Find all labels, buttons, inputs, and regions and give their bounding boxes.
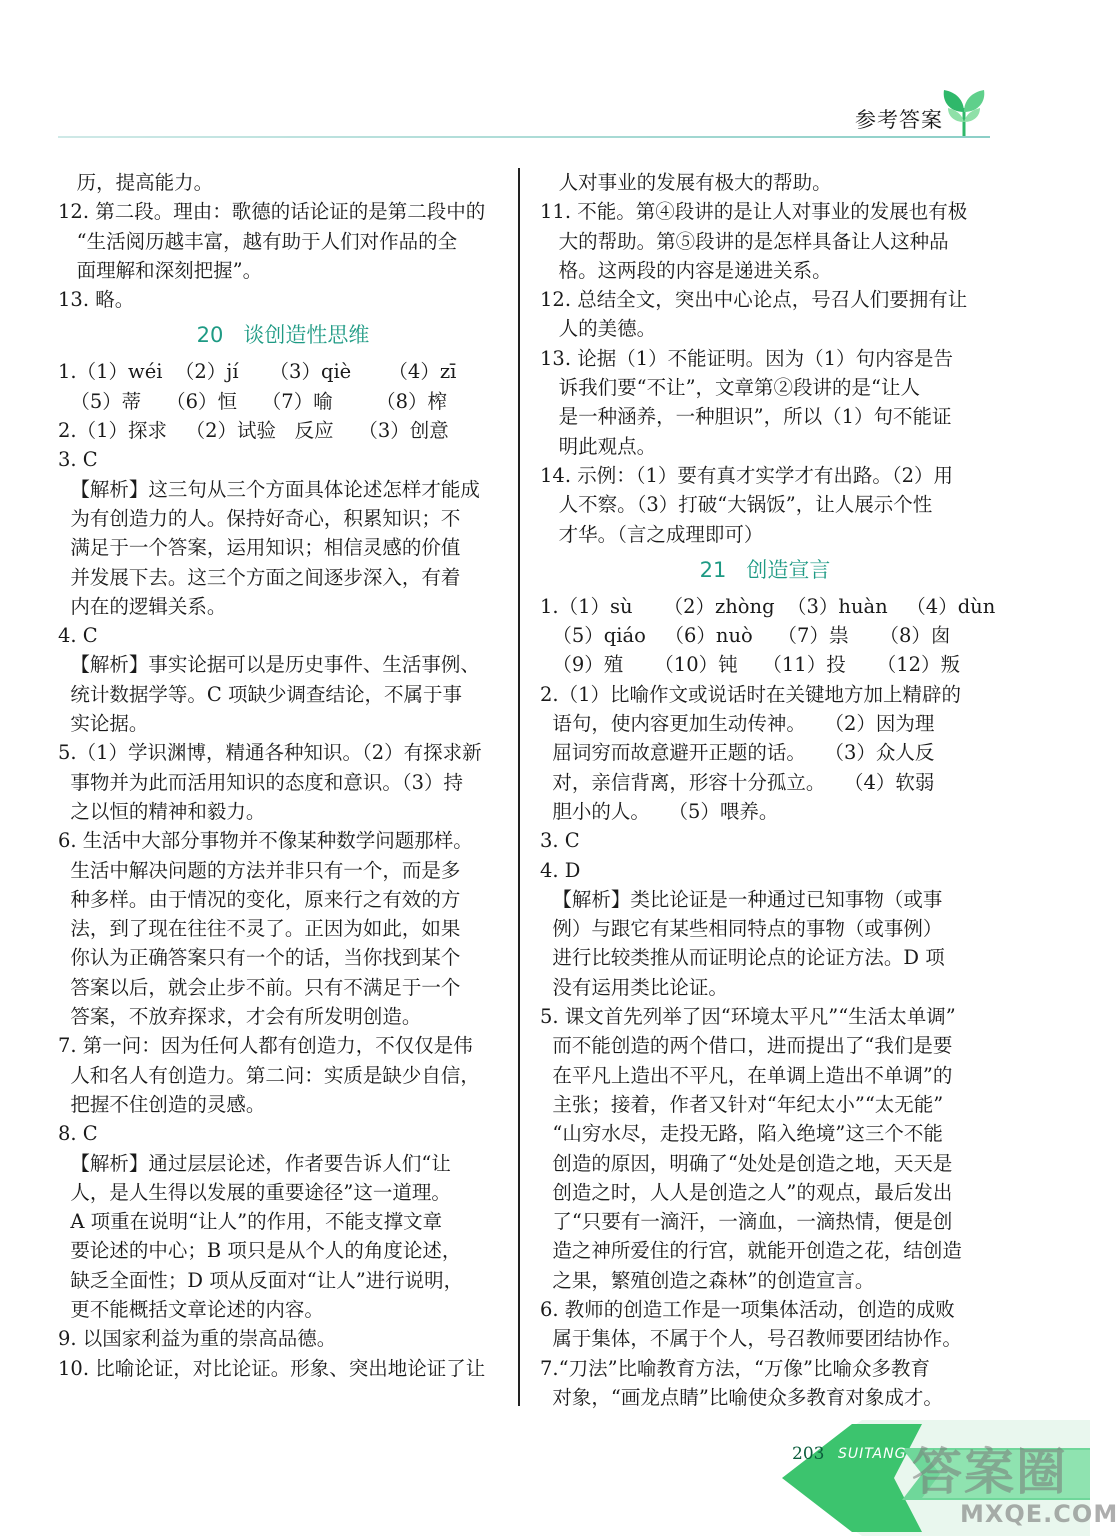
answer-line: 6. 教师的创造工作是一项集体活动，创造的成败	[540, 1297, 955, 1321]
answer-line: 人，是人生得以发展的重要途径”这一道理。	[58, 1180, 451, 1204]
answer-line: 要论述的中心；B 项只是从个人的角度论述，	[58, 1239, 462, 1263]
page-header-title: 参考答案	[855, 108, 943, 132]
answer-line: 创造之时，人人是创造之人”的观点，最后发出	[540, 1180, 953, 1204]
answer-line: 13. 论据（1）不能证明。因为（1）句内容是告	[540, 346, 954, 370]
answer-line: 面理解和深刻把握”。	[58, 258, 263, 282]
answer-line: 是一种涵养，一种胆识”，所以（1）句不能证	[540, 405, 952, 429]
answer-line: 4. C	[58, 624, 98, 648]
answer-line: 语句，使内容更加生动传神。 （2）因为理	[540, 712, 935, 736]
watermark-url: MXQE.COM	[960, 1500, 1118, 1528]
answer-line: 没有运用类比论证。	[540, 975, 728, 999]
answer-line: 【解析】事实论据可以是历史事件、生活事例、	[58, 653, 480, 677]
answer-line: 10. 比喻论证，对比论证。形象、突出地论证了让	[58, 1356, 486, 1380]
answer-line: 14. 示例：（1）要有真才实学才有出路。（2）用	[540, 463, 954, 487]
answer-line: 缺乏全面性；D 项从反面对“让人”进行说明，	[58, 1268, 464, 1292]
answer-line: 了“只要有一滴汗，一滴血，一滴热情，便是创	[540, 1210, 953, 1234]
answer-line: 把握不住创造的灵感。	[58, 1092, 266, 1116]
answer-line: 11. 不能。第④段讲的是让人对事业的发展也有极	[540, 200, 968, 224]
answer-line: 事物并为此而活用知识的态度和意识。（3）持	[58, 770, 464, 794]
answer-line: 属于集体，不属于个人，号召教师要团结协作。	[540, 1327, 962, 1351]
answer-line: 而不能创造的两个借口，进而提出了“我们是要	[540, 1034, 953, 1058]
answer-line: 人对事业的发展有极大的帮助。	[540, 171, 832, 194]
answer-line: 诉我们要“不让”，文章第②段讲的是“让人	[540, 376, 921, 400]
right-column	[540, 168, 996, 1412]
answer-line: 2.（1）探求 （2）试验 反应 （3）创意	[58, 419, 449, 443]
answer-line: 3. C	[540, 829, 580, 853]
answer-line: 6. 生活中大部分事物并不像某种数学问题那样。	[58, 829, 473, 853]
answer-line: 造之神所爱住的行宫，就能开创造之花，结创造	[540, 1239, 962, 1263]
answer-line: 8. C	[58, 1122, 98, 1146]
answer-line: 更不能概括文章论述的内容。	[58, 1297, 324, 1321]
answer-line: 满足于一个答案，运用知识；相信灵感的价值	[58, 536, 461, 560]
answer-line: 13. 略。	[58, 288, 135, 312]
answer-line: 1.（1）sù （2）zhòng （3）huàn （4）dùn	[540, 594, 996, 618]
answer-line: 之果，繁殖创造之森林”的创造宣言。	[540, 1268, 875, 1292]
header-rule	[58, 136, 990, 138]
answer-line: 12. 总结全文，突出中心论点，号召人们要拥有让	[540, 288, 968, 312]
answer-line: 种多样。由于情况的变化，原来行之有效的方	[58, 887, 461, 911]
answer-line: “山穷水尽，走投无路，陷入绝境”这三个不能	[540, 1122, 943, 1146]
answer-line: （9）殖 （10）钝 （11）投 （12）叛	[540, 653, 961, 677]
answer-line: 答案以后，就会止步不前。只有不满足于一个	[58, 975, 461, 999]
answer-line: 【解析】类比论证是一种通过已知事物（或事	[540, 887, 943, 911]
answer-line: 对象，“画龙点睛”比喻使众多教育对象成才。	[540, 1385, 943, 1409]
answer-line: （5）qiáo （6）nuò （7）祟 （8）囱	[540, 624, 951, 648]
leaf-icon	[940, 86, 988, 138]
answer-line: 4. D	[540, 858, 581, 882]
answer-line: 历，提高能力。	[58, 171, 214, 194]
answer-line: 内在的逻辑关系。	[58, 594, 227, 618]
answer-line: 3. C	[58, 448, 98, 472]
answer-line: A 项重在说明“让人”的作用，不能支撑文章	[58, 1210, 443, 1234]
answer-line: 生活中解决问题的方法并非只有一个，而是多	[58, 858, 461, 882]
answer-line: 12. 第二段。理由：歌德的话论证的是第二段中的	[58, 200, 486, 224]
answer-line: 7. 第一问：因为任何人都有创造力，不仅仅是伟	[58, 1034, 473, 1058]
left-column	[58, 168, 508, 1383]
answer-line: 屈词穷而故意避开正题的话。 （3）众人反	[540, 741, 935, 765]
answer-line: 格。这两段的内容是递进关系。	[540, 258, 832, 282]
answer-line: 人不察。（3）打破“大锅饭”，让人展示个性	[540, 493, 933, 517]
answer-line: 例）与跟它有某些相同特点的事物（或事例）	[540, 917, 943, 941]
answer-line: 大的帮助。第⑤段讲的是怎样具备让人这种品	[540, 229, 949, 253]
answer-line: 答案，不放弃探求，才会有所发明创造。	[58, 1005, 422, 1029]
answer-line: 为有创造力的人。保持好奇心，积累知识；不	[58, 506, 461, 530]
watermark-logo: 答案圈	[912, 1443, 1068, 1501]
answer-line: 进行比较类推从而证明论点的论证方法。D 项	[540, 946, 945, 970]
answer-line: 并发展下去。这三个方面之间逐步深入，有着	[58, 565, 461, 589]
answer-line: （5）蒂 （6）恒 （7）喻 （8）榨	[58, 389, 448, 413]
answer-line: 5. 课文首先列举了因“环境太平凡”“生活太单调”	[540, 1005, 956, 1029]
section-heading: 21 创造宣言	[699, 557, 831, 582]
answer-line: 实论据。	[58, 712, 149, 736]
answer-line: 人和名人有创造力。第二问：实质是缺少自信，	[58, 1063, 480, 1087]
column-divider	[518, 168, 520, 1406]
answer-line: 创造的原因，明确了“处处是创造之地，天天是	[540, 1151, 953, 1175]
answer-line: 【解析】通过层层论述，作者要告诉人们“让	[58, 1151, 451, 1175]
section-heading: 20 谈创造性思维	[196, 323, 370, 348]
answer-line: 1.（1）wéi （2）jí （3）qiè （4）zī	[58, 360, 457, 384]
answer-line: 主张；接着，作者又针对“年纪太小”“太无能”	[540, 1092, 944, 1116]
page-number: 203	[792, 1444, 825, 1464]
answer-line: 才华。（言之成理即可）	[540, 522, 764, 546]
answer-line: 明此观点。	[540, 434, 657, 458]
answer-line: 在平凡上造出不平凡，在单调上造出不单调”的	[540, 1063, 953, 1087]
answer-line: 统计数据学等。C 项缺少调查结论，不属于事	[58, 682, 463, 706]
answer-line: 法，到了现在往往不灵了。正因为如此，如果	[58, 917, 461, 941]
answer-line: 9. 以国家利益为重的崇高品德。	[58, 1327, 337, 1351]
footer-brand: SUITANG	[838, 1446, 907, 1462]
answer-line: 胆小的人。 （5）喂养。	[540, 799, 779, 823]
answer-line: 之以恒的精神和毅力。	[58, 799, 266, 823]
answer-line: 对，亲信背离，形容十分孤立。 （4）软弱	[540, 770, 935, 794]
answer-line: 5.（1）学识渊博，精通各种知识。（2）有探求新	[58, 741, 482, 765]
answer-line: 7.“刀法”比喻教育方法，“万像”比喻众多教育	[540, 1356, 930, 1380]
answer-line: 人的美德。	[540, 317, 657, 341]
answer-line: 你认为正确答案只有一个的话，当你找到某个	[58, 946, 461, 970]
answer-line: 2.（1）比喻作文或说话时在关键地方加上精辟的	[540, 682, 962, 706]
answer-line: “生活阅历越丰富，越有助于人们对作品的全	[58, 229, 458, 253]
answer-line: 【解析】这三句从三个方面具体论述怎样才能成	[58, 477, 480, 501]
